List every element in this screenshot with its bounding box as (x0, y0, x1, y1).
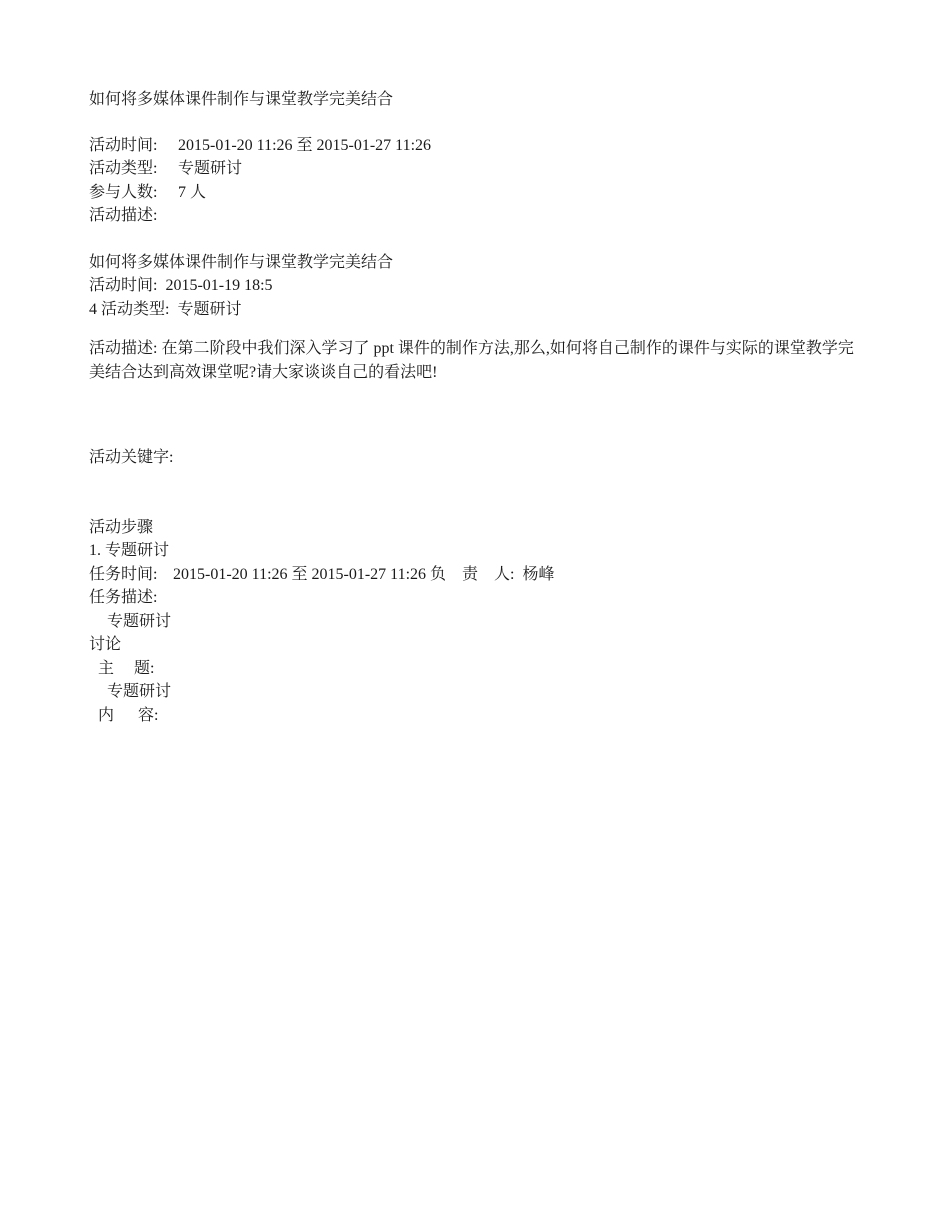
discussion-label: 讨论 (89, 636, 122, 653)
document-title: 如何将多媒体课件制作与课堂教学完美结合 (89, 91, 394, 108)
subject-label: 主 题: (98, 659, 155, 677)
task-desc-value: 专题研讨 (107, 612, 172, 630)
activity-time-label: 活动时间: (89, 136, 158, 154)
content-label: 内 容: (98, 706, 159, 724)
step-title: 1. 专题研讨 (89, 542, 170, 559)
task-time-value: 2015-01-20 11:26 至 2015-01-27 11:26 负 责 人: (173, 565, 515, 583)
task-time-label: 任务时间: (89, 565, 158, 583)
description-type-line: 4 活动类型: 专题研讨 (89, 300, 242, 318)
description-text-block (89, 337, 864, 384)
subject-value: 专题研讨 (107, 683, 172, 700)
activity-time-value: 2015-01-20 11:26 至 2015-01-27 11:26 (178, 136, 432, 154)
participants-label: 参与人数: (89, 183, 158, 201)
document-page (89, 88, 869, 727)
activity-desc-label: 活动描述: (89, 207, 158, 224)
task-owner: 杨峰 (522, 565, 555, 583)
activity-type-row (89, 157, 869, 181)
activity-type-label: 活动类型: (89, 160, 158, 177)
task-time-row (89, 563, 869, 587)
task-desc-label: 任务描述: (89, 589, 158, 606)
keywords-label: 活动关键字: (89, 449, 174, 466)
activity-type-value: 专题研讨 (178, 160, 243, 177)
description-title: 如何将多媒体课件制作与课堂教学完美结合 (89, 253, 394, 271)
steps-heading: 活动步骤 (89, 518, 154, 536)
description-label: 活动描述: (89, 340, 158, 357)
description-text: 在第二阶段中我们深入学习了 ppt 课件的制作方法,那么,如何将自己制作的课件与实际的课堂教学完美结合达到高效课堂呢?请大家谈谈自己的看法吧! (89, 340, 854, 381)
participants-row (89, 181, 869, 205)
activity-time-row (89, 134, 869, 158)
description-time-line: 活动时间: 2015-01-19 18:5 (89, 277, 273, 294)
participants-value: 7 人 (178, 183, 207, 201)
